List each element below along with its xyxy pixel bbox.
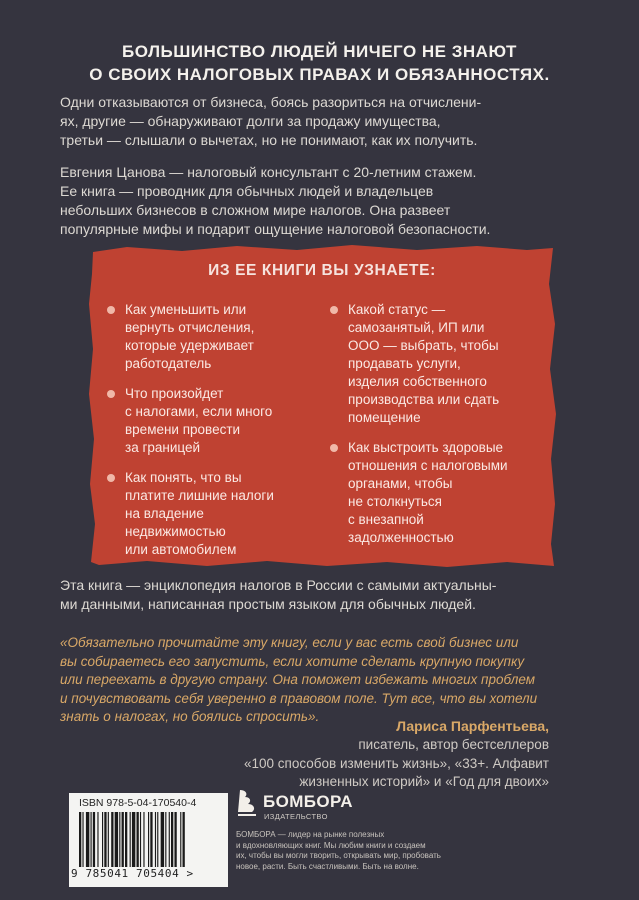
bullet-line: или автомобилем <box>125 542 237 557</box>
bullet-line: с внезапной <box>348 512 424 527</box>
barcode-bar <box>97 812 98 867</box>
publisher-line: и вдохновляющих книг. Мы любим книги и создаем <box>236 840 426 850</box>
bullet-line: Как выстроить здоровые <box>348 440 504 455</box>
intro-paragraph <box>60 93 580 150</box>
bullet-item <box>107 469 307 559</box>
barcode-bar <box>174 812 176 867</box>
bullet-line: вернуть отчисления, <box>125 320 255 335</box>
bullet-line: самозанятый, ИП или <box>348 320 485 335</box>
barcode-bar <box>119 812 120 867</box>
barcode-bar <box>150 812 152 867</box>
encyclopedia-paragraph <box>60 576 580 614</box>
quote-line: знать о налогах, но боялись спросить». <box>60 709 320 725</box>
logo-subtitle: ИЗДАТЕЛЬСТВО <box>264 812 328 821</box>
barcode-bar <box>165 812 166 867</box>
quote-author-name: Лариса Парфентьева, <box>396 718 549 734</box>
publisher-line: БОМБОРА — лидер на рынке полезных <box>236 830 385 839</box>
left-bullet-column <box>107 301 307 571</box>
bio-line: небольших бизнесов в сложном мире налогов. Она развеет <box>60 202 451 218</box>
bullet-item <box>107 385 307 457</box>
bullet-item <box>330 439 530 547</box>
barcode-bar <box>108 812 109 867</box>
testimonial-quote <box>60 634 600 727</box>
bullet-line: изделия собственного <box>348 374 487 389</box>
bullet-item <box>330 301 530 427</box>
bombora-wave-icon <box>236 788 260 818</box>
bullet-line: задолженностью <box>348 530 454 545</box>
bullet-line: за границей <box>125 440 201 455</box>
bio-line: Евгения Цанова — налоговый консультант с 20-летним стажем. <box>60 164 477 180</box>
intro-line: ях, другие — обнаруживают долги за продажу имущества, <box>60 113 441 129</box>
bullet-line: производства или сдать <box>348 392 500 407</box>
publisher-blurb <box>236 830 476 872</box>
headline <box>40 40 599 86</box>
barcode-bar <box>82 812 83 867</box>
headline-line: О СВОИХ НАЛОГОВЫХ ПРАВАХ И ОБЯЗАННОСТЯХ. <box>89 65 550 84</box>
quote-attribution <box>244 717 549 792</box>
barcode-bar <box>132 812 135 867</box>
bullet-line: времени провести <box>125 422 241 437</box>
quote-line: или переехать в другую страну. Она поможет избежать многих проблем <box>60 672 535 688</box>
bullet-line: органами, чтобы <box>348 476 453 491</box>
bullet-line: на владение <box>125 506 204 521</box>
bio-line: популярные мифы и подарит ощущение налоговой безопасности. <box>60 221 491 237</box>
bio-line: Ее книга — проводник для обычных людей и владельцев <box>60 183 434 199</box>
publisher-line: новое, расти. Быть счастливыми. Быть на волне. <box>236 861 419 871</box>
bullet-line: не столкнуться <box>348 494 442 509</box>
barcode-bar <box>155 812 156 867</box>
bullet-line: работодатель <box>125 356 212 371</box>
barcode-bar <box>93 812 95 867</box>
publisher-line: их, чтобы вы могли творить, открывать мир, пробовать <box>236 851 441 860</box>
panel-title: ИЗ ЕЕ КНИГИ ВЫ УЗНАЕТЕ: <box>208 262 436 279</box>
bullet-line: Какой статус — <box>348 302 446 317</box>
bullet-line: с налогами, если много <box>125 404 273 419</box>
bullet-line: платите лишние налоги <box>125 488 274 503</box>
bullet-dot-icon <box>107 390 115 398</box>
barcode-bar <box>183 812 185 867</box>
logo-name: БОМБОРА <box>263 792 353 811</box>
highlights-panel <box>87 244 557 570</box>
bullet-line: Что произойдет <box>125 386 224 401</box>
barcode-bar <box>171 812 173 867</box>
publisher-logo <box>236 784 386 824</box>
barcode-bar <box>143 812 144 867</box>
bullet-line: Как уменьшить или <box>125 302 247 317</box>
barcode-bar <box>157 812 158 867</box>
bullet-item <box>107 301 307 373</box>
quote-line: «Обязательно прочитайте эту книгу, если у вас есть свой бизнес или <box>60 635 519 650</box>
quote-line: вы собираетесь его запустить, если хотите сделать крупную покупку <box>60 653 525 669</box>
author-bio-paragraph <box>60 163 580 239</box>
barcode-bar <box>102 812 103 867</box>
barcode-bar <box>125 812 127 867</box>
encyclopedia-line: Эта книга — энциклопедия налогов в России с самыми актуальны- <box>60 577 497 593</box>
barcode-label <box>69 793 228 887</box>
bullet-line: Как понять, что вы <box>125 470 242 485</box>
barcode-digits: 9 785041 705404 > <box>71 867 194 880</box>
role-line: «100 способов изменить жизнь», «33+. Алфавит <box>244 755 549 771</box>
bullet-dot-icon <box>330 444 338 452</box>
bullet-dot-icon <box>107 474 115 482</box>
barcode-bar <box>169 812 170 867</box>
bullet-line: недвижимостью <box>125 524 226 539</box>
intro-line: Одни отказываются от бизнеса, боясь разориться на отчислени- <box>60 94 482 110</box>
headline-line: БОЛЬШИНСТВО ЛЮДЕЙ НИЧЕГО НЕ ЗНАЮТ <box>122 42 517 61</box>
barcode-bar <box>111 812 113 867</box>
barcode-bar <box>122 812 124 867</box>
right-bullet-column <box>330 301 530 559</box>
intro-line: третьи — слышали о вычетах, но не понимают, как их получить. <box>60 132 478 148</box>
barcode-bar <box>140 812 141 867</box>
barcode-bar <box>115 812 118 867</box>
bullet-line: ООО — выбрать, чтобы <box>348 338 499 353</box>
barcode-bar <box>161 812 164 867</box>
barcode-bar <box>86 812 89 867</box>
quote-line: и почувствовать себя уверенно в правовом поле. Тут все, что вы хотели <box>60 690 538 706</box>
barcode-bar <box>180 812 181 867</box>
bullet-dot-icon <box>330 306 338 314</box>
barcode-bar <box>104 812 106 867</box>
bullet-line: которые удерживает <box>125 338 254 353</box>
role-line: писатель, автор бестселлеров <box>358 737 549 752</box>
bullet-dot-icon <box>107 306 115 314</box>
barcode-bar <box>148 812 149 867</box>
isbn-text: ISBN 978-5-04-170540-4 <box>79 797 197 809</box>
bullet-line: отношения с налоговыми <box>348 458 508 473</box>
barcode-bars-icon <box>79 812 218 867</box>
barcode-bar <box>137 812 139 867</box>
encyclopedia-line: ми данными, написанная простым языком для обычных людей. <box>60 596 476 612</box>
barcode-bar <box>79 812 81 867</box>
bullet-line: продавать услуги, <box>348 356 461 371</box>
role-line: жизненных историй» и «Год для двоих» <box>299 774 549 789</box>
barcode-bar <box>91 812 92 867</box>
barcode-bar <box>130 812 131 867</box>
bullet-line: помещение <box>348 410 421 425</box>
